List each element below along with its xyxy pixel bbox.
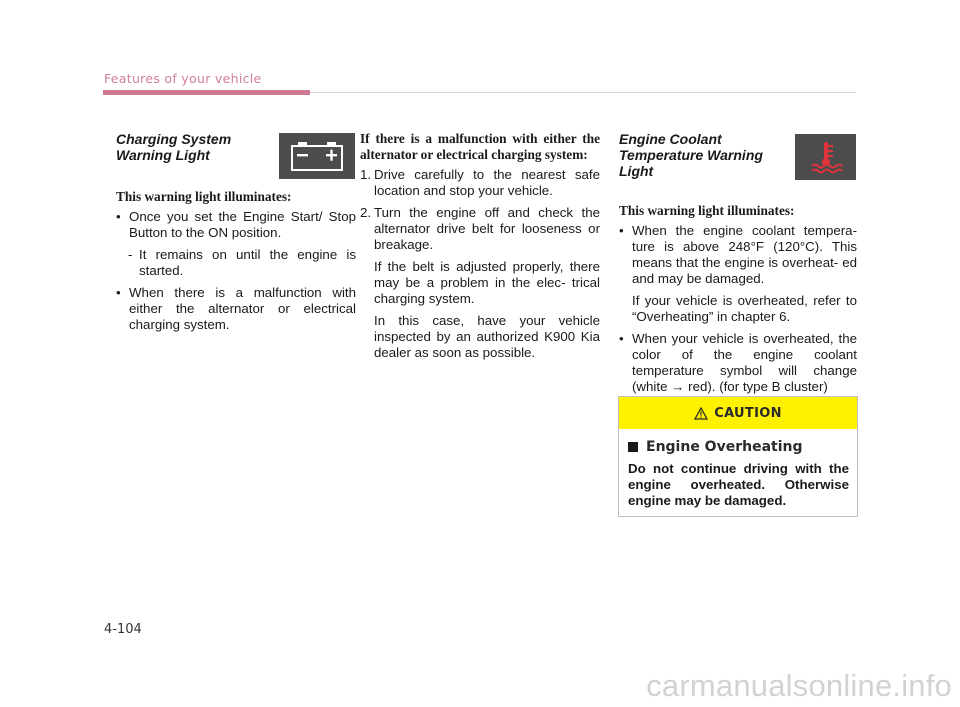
list-item: 1. Drive carefully to the nearest safe location and stop your vehicle. <box>360 167 600 198</box>
list-item: • When there is a malfunction with either the alternator or electrical charging system. <box>116 285 356 332</box>
caution-subtitle: Engine Overheating <box>628 439 857 455</box>
coolant-intro: This warning light illuminates: <box>619 203 795 218</box>
coolant-title: Engine Coolant Temperature Warning Light <box>619 131 763 179</box>
watermark: carmanualsonline.info <box>646 668 952 703</box>
coolant-temperature-icon <box>795 134 856 180</box>
warning-triangle-icon <box>694 407 708 420</box>
malfunction-intro: If there is a malfunction with either the alternator or electrical charging system: <box>360 131 600 162</box>
caution-body: Do not continue driving with the engine overheated. Otherwise engine may be damaged. <box>628 461 849 508</box>
paragraph: If the belt is adjusted properly, there may be a problem in the elec- trical charging system. <box>374 259 600 306</box>
list-item: • Once you set the Engine Start/ Stop Button to the ON position. <box>116 209 356 240</box>
paragraph: If your vehicle is overheated, refer to “Overheating” in chapter 6. <box>632 293 857 324</box>
caution-label: CAUTION <box>714 405 782 421</box>
list-item: • When your vehicle is overheated, the color of the engine coolant temperature symbol will change (white → red). (for type B cluster) <box>619 331 857 394</box>
section-header: Features of your vehicle <box>104 71 262 86</box>
page-number: 4-104 <box>104 622 142 637</box>
column-charging-system <box>116 131 356 333</box>
caution-header <box>619 397 857 429</box>
battery-icon <box>279 133 355 179</box>
list-item: • When the engine coolant tempera- ture is above 248°F (120°C). This means that the engine is overheat- ed and may be damaged. <box>619 223 857 286</box>
square-bullet-icon <box>628 442 638 452</box>
header-divider <box>310 92 856 93</box>
header-accent-bar <box>103 90 310 95</box>
charging-system-title: Charging System Warning Light <box>116 131 232 163</box>
caution-box <box>618 396 858 517</box>
paragraph: In this case, have your vehicle inspected by an authorized K900 Kia dealer as soon as possible. <box>374 313 600 360</box>
column-coolant-temperature <box>619 131 857 395</box>
charging-intro: This warning light illuminates: <box>116 189 292 204</box>
list-item: - It remains on until the engine is started. <box>128 247 356 278</box>
column-malfunction-steps <box>360 131 600 361</box>
list-item: 2. Turn the engine off and check the alternator drive belt for looseness or breakage. <box>360 205 600 252</box>
